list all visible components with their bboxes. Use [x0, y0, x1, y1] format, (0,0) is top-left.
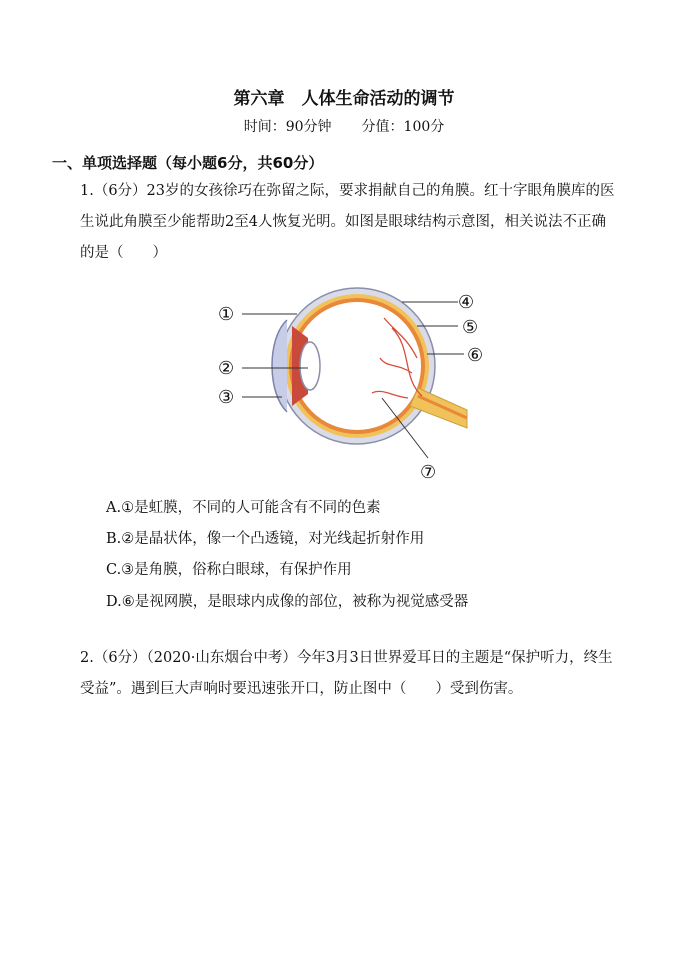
figure-label-1: ① — [218, 304, 235, 325]
figure-label-4: ④ — [458, 292, 475, 313]
figure-label-6: ⑥ — [467, 345, 484, 366]
eyeball-diagram — [212, 278, 502, 488]
option-d: D.⑥是视网膜，是眼球内成像的部位，被称为视觉感受器 — [106, 594, 469, 610]
option-a: A.①是虹膜，不同的人可能含有不同的色素 — [106, 500, 381, 516]
figure-label-3: ③ — [218, 387, 235, 408]
question-1-stem: 1.（6分）23岁的女孩徐巧在弥留之际，要求捐献自己的角膜。红十字眼角膜库的医生说此角膜至少能帮助2至4人恢复光明。如图是眼球结构示意图，相关说法不正确的是（ ） — [80, 183, 615, 261]
option-c: C.③是角膜，俗称白眼球，有保护作用 — [106, 562, 352, 578]
figure-label-7: ⑦ — [420, 462, 437, 483]
option-b: B.②是晶状体，像一个凸透镜，对光线起折射作用 — [106, 531, 425, 547]
exam-time: 时间：90分钟 — [243, 119, 332, 135]
exam-info — [0, 116, 688, 136]
figure-label-5: ⑤ — [462, 317, 479, 338]
exam-score: 分值：100分 — [361, 119, 445, 135]
question-2-stem: 2.（6分）（2020·山东烟台中考）今年3月3日世界爱耳日的主题是“保护听力，终生受益”。遇到巨大声响时要迅速张开口，防止图中（ ）受到伤害。 — [80, 650, 613, 697]
page-title: 第六章 人体生命活动的调节 — [233, 89, 455, 109]
section-title: 一、单项选择题（每小题6分，共60分） — [52, 154, 324, 172]
figure-label-2: ② — [218, 358, 235, 379]
